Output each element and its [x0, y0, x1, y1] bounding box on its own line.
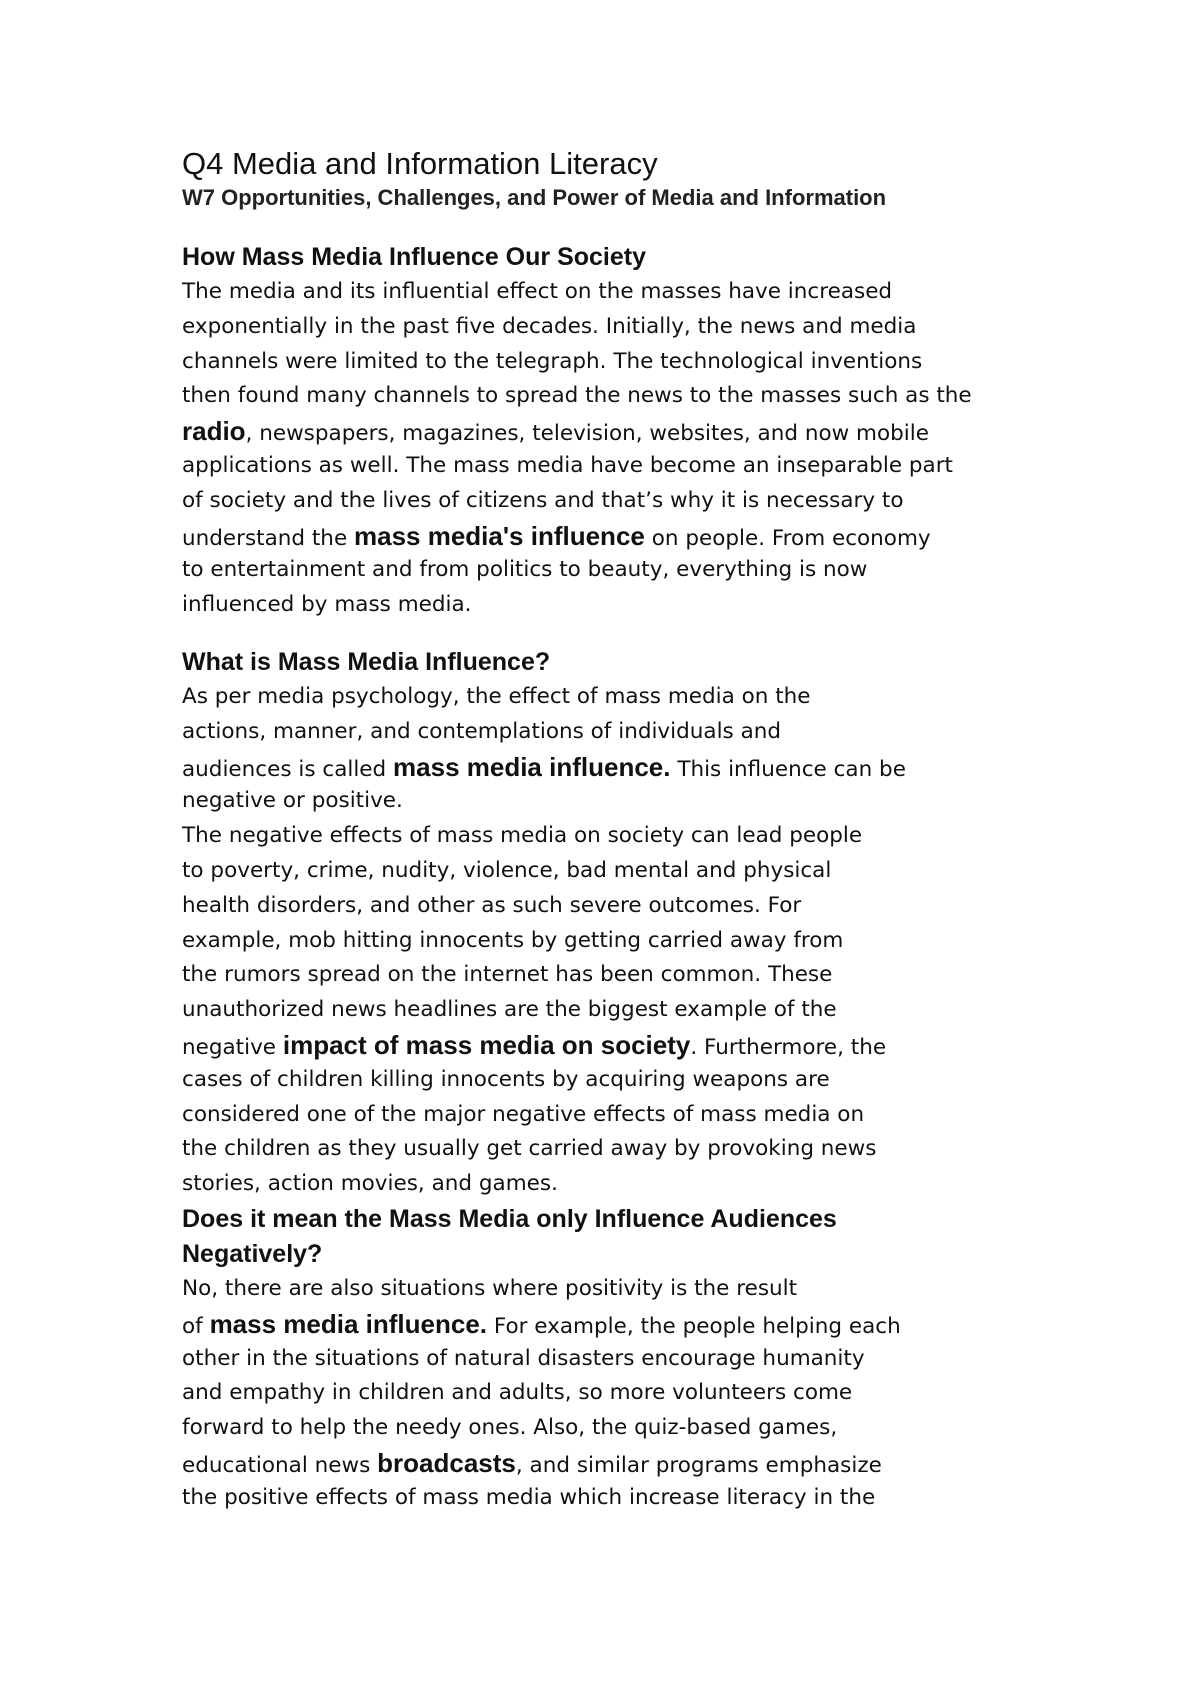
section-heading: What is Mass Media Influence?: [182, 647, 551, 676]
text-line: [182, 1028, 1122, 1063]
emphasized-term: mass media influence.: [209, 1308, 488, 1339]
text-line: The media and its influential effect on the masses have increased: [182, 279, 893, 304]
section-heading-line: Negatively?: [182, 1239, 323, 1268]
emphasized-term: impact of mass media on society: [282, 1029, 691, 1060]
text-line: and empathy in children and adults, so more volunteers come: [182, 1380, 853, 1406]
text-line: of society and the lives of citizens and that’s why it is necessary to: [182, 487, 904, 513]
text-run: For example, the people helping each: [487, 1313, 901, 1339]
text-line: influenced by mass media.: [182, 592, 472, 618]
text-line: the children as they usually get carried away by provoking news: [182, 1136, 877, 1162]
text-line: the positive effects of mass media which increase literacy in the: [182, 1484, 876, 1510]
text-line: actions, manner, and contemplations of individuals and: [182, 718, 782, 744]
text-run: educational news: [182, 1452, 378, 1478]
text-line: other in the situations of natural disasters encourage humanity: [182, 1345, 865, 1371]
document-title: Q4 Media and Information Literacy: [182, 146, 658, 181]
text-line: As per media psychology, the effect of mass media on the: [182, 683, 811, 709]
text-line: [182, 519, 1122, 554]
emphasized-term: broadcasts: [377, 1447, 516, 1478]
section-heading: How Mass Media Influence Our Society: [182, 243, 647, 271]
section-does-it-mean-negatively: [182, 1202, 1122, 1516]
text-line: example, mob hitting innocents by getting carried away from: [182, 927, 844, 953]
text-run: . Furthermore, the: [690, 1034, 887, 1060]
emphasized-term: radio: [182, 416, 246, 447]
text-line: applications as well. The mass media have become an inseparable part: [182, 452, 953, 478]
text-line: [182, 414, 1122, 449]
text-line: [182, 1307, 1122, 1342]
spacer: [182, 212, 1122, 240]
text-line: to poverty, crime, nudity, violence, bad mental and physical: [182, 857, 832, 883]
document-body: [182, 146, 1122, 1516]
text-line: exponentially in the past five decades. Initially, the news and media: [182, 313, 917, 339]
section-body: [182, 275, 1122, 623]
text-line: to entertainment and from politics to beauty, everything is now: [182, 557, 868, 583]
section-heading: [182, 1202, 1122, 1272]
section-heading-line: Does it mean the Mass Media only Influence Audiences: [182, 1204, 837, 1233]
text-line: No, there are also situations where positivity is the result: [182, 1275, 798, 1301]
section-body: [182, 680, 1122, 1202]
section-what-is-mass-media-influence: [182, 645, 1122, 1202]
text-line: cases of children killing innocents by acquiring weapons are: [182, 1066, 830, 1092]
text-line: health disorders, and other as such severe outcomes. For: [182, 892, 802, 918]
text-line: [182, 1446, 1122, 1481]
text-run: , and similar programs emphasize: [515, 1452, 882, 1478]
text-line: considered one of the major negative effects of mass media on: [182, 1101, 865, 1127]
text-run: audiences is called: [182, 756, 394, 782]
text-run: negative: [182, 1034, 283, 1060]
text-line: the rumors spread on the internet has been common. These: [182, 962, 833, 988]
text-run: on people. From economy: [644, 525, 931, 551]
text-line: [182, 750, 1122, 785]
text-line: The negative effects of mass media on society can lead people: [182, 823, 863, 849]
text-run: of: [182, 1313, 210, 1339]
spacer: [182, 623, 1122, 645]
text-line: stories, action movies, and games.: [182, 1171, 558, 1197]
text-run: understand the: [182, 525, 354, 551]
emphasized-term: mass media influence.: [393, 751, 671, 782]
section-how-mass-media-influence: [182, 240, 1122, 623]
text-line: then found many channels to spread the news to the masses such as the: [182, 383, 972, 409]
text-run: This influence can be: [670, 756, 906, 782]
document-subtitle: W7 Opportunities, Challenges, and Power of Media and Information: [182, 185, 887, 210]
text-line: forward to help the needy ones. Also, the quiz-based games,: [182, 1415, 838, 1441]
text-run: , newspapers, magazines, television, websites, and now mobile: [245, 421, 929, 447]
text-line: channels were limited to the telegraph. The technological inventions: [182, 348, 923, 374]
section-body: [182, 1272, 1122, 1516]
emphasized-term: mass media's influence: [354, 520, 645, 551]
text-line: unauthorized news headlines are the biggest example of the: [182, 997, 837, 1023]
text-line: negative or positive.: [182, 788, 403, 814]
